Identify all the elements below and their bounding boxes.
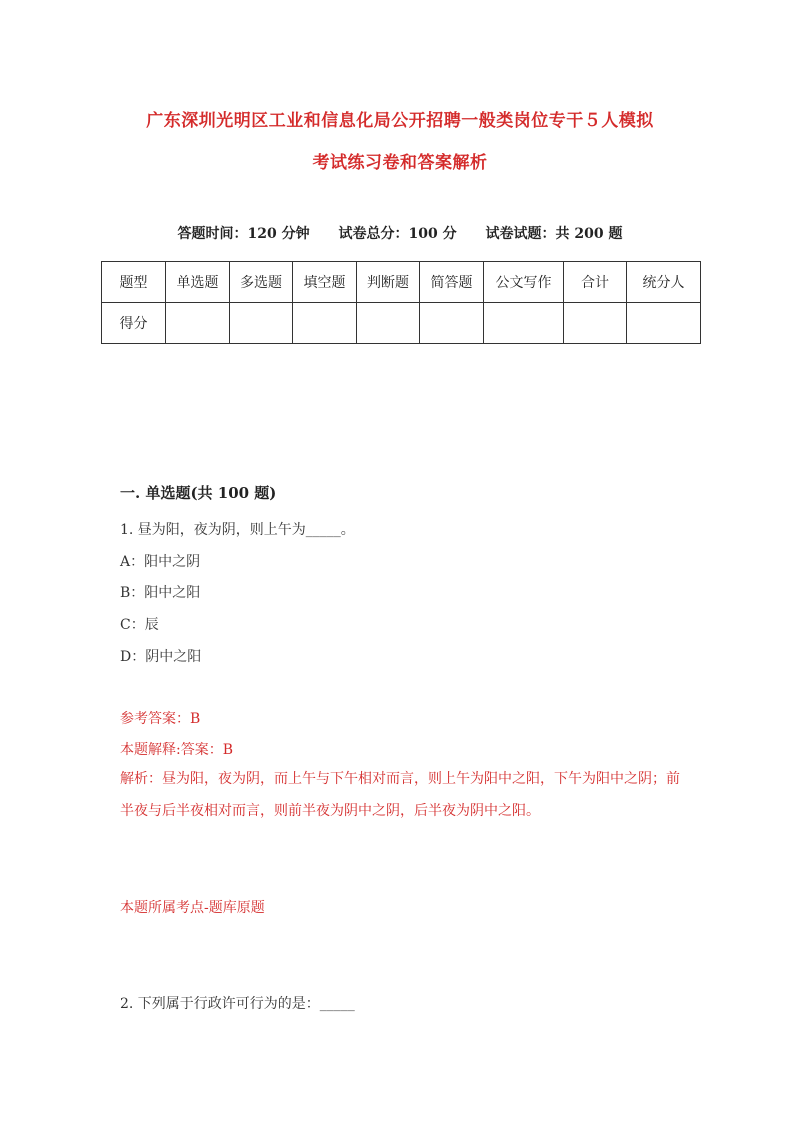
score-header-cell: 公文写作 bbox=[484, 262, 564, 303]
score-row-label: 得分 bbox=[102, 303, 166, 344]
question-1-source: 本题所属考点-题库原题 bbox=[120, 900, 265, 916]
section-heading: 一. 单选题(共 100 题) bbox=[120, 484, 277, 502]
question-1-stem: 1. 昼为阳，夜为阴，则上午为_____。 bbox=[120, 522, 355, 538]
score-table-score-row bbox=[102, 303, 701, 344]
score-header-cell: 合计 bbox=[564, 262, 627, 303]
score-header-cell: 填空题 bbox=[293, 262, 357, 303]
exam-total-score: 试卷总分：100 分 bbox=[338, 226, 457, 242]
score-header-cell: 统分人 bbox=[627, 262, 701, 303]
exam-time: 答题时间：120 分钟 bbox=[177, 226, 310, 242]
score-cell bbox=[627, 303, 701, 344]
question-1-option-d: D：阴中之阳 bbox=[120, 649, 202, 665]
score-header-cell: 简答题 bbox=[420, 262, 484, 303]
question-1-answer: 参考答案：B bbox=[120, 711, 201, 727]
score-cell bbox=[564, 303, 627, 344]
question-1-analysis: 解析：昼为阳，夜为阴，而上午与下午相对而言，则上午为阳中之阳，下午为阳中之阴；前半夜与后半夜相对而言，则前半夜为阴中之阴，后半夜为阴中之阳。 bbox=[120, 771, 680, 819]
score-header-cell: 单选题 bbox=[166, 262, 230, 303]
question-1-option-b: B：阳中之阳 bbox=[120, 585, 201, 601]
score-cell bbox=[293, 303, 357, 344]
score-cell bbox=[230, 303, 293, 344]
question-1-explanation-head: 本题解释:答案：B bbox=[120, 742, 234, 758]
exam-question-count: 试卷试题：共 200 题 bbox=[485, 226, 623, 242]
question-1-option-c: C：辰 bbox=[120, 617, 159, 633]
document-title-line-1: 广东深圳光明区工业和信息化局公开招聘一般类岗位专干５人模拟 bbox=[146, 111, 654, 131]
score-cell bbox=[166, 303, 230, 344]
document-title-line-2: 考试练习卷和答案解析 bbox=[312, 153, 488, 173]
score-cell bbox=[420, 303, 484, 344]
score-header-cell: 题型 bbox=[102, 262, 166, 303]
question-2-stem: 2. 下列属于行政许可行为的是：_____ bbox=[120, 996, 355, 1012]
score-header-cell: 多选题 bbox=[230, 262, 293, 303]
exam-info bbox=[100, 223, 700, 243]
score-cell bbox=[484, 303, 564, 344]
score-table-header-row bbox=[102, 262, 701, 303]
score-header-cell: 判断题 bbox=[357, 262, 420, 303]
question-1-option-a: A：阳中之阴 bbox=[120, 554, 201, 570]
score-table bbox=[101, 261, 701, 344]
score-cell bbox=[357, 303, 420, 344]
